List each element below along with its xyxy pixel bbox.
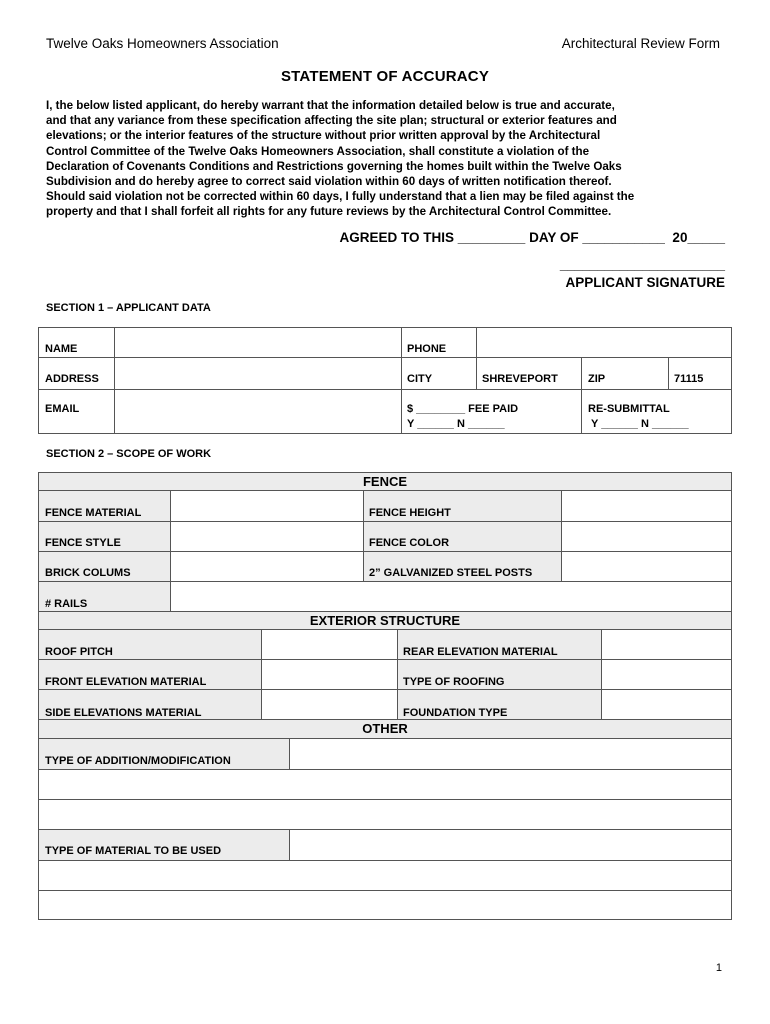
statement-paragraph bbox=[46, 98, 732, 220]
side-elevations-field[interactable] bbox=[263, 691, 395, 719]
phone-label: PHONE bbox=[407, 343, 447, 355]
addition-type-field[interactable] bbox=[291, 740, 730, 768]
rear-elevation-label: REAR ELEVATION MATERIAL bbox=[403, 646, 558, 658]
brick-columns-label: BRICK COLUMS bbox=[45, 567, 131, 579]
rear-elevation-field[interactable] bbox=[603, 631, 730, 658]
agreement-line[interactable]: AGREED TO THIS _________ DAY OF ___________ 20_____ bbox=[339, 230, 725, 245]
fee-yes-no[interactable]: Y ______ N ______ bbox=[407, 418, 505, 430]
statement-line: I, the below listed applicant, do hereby warrant that the information detailed below is true and accurate, bbox=[46, 99, 615, 112]
addition-type-label: TYPE OF ADDITION/MODIFICATION bbox=[45, 755, 231, 767]
rails-label: # RAILS bbox=[45, 598, 88, 610]
address-field[interactable] bbox=[116, 359, 399, 388]
zip-value[interactable]: 71115 bbox=[674, 373, 704, 385]
page-number: 1 bbox=[715, 962, 722, 974]
fence-color-field[interactable] bbox=[563, 523, 730, 550]
front-elevation-label: FRONT ELEVATION MATERIAL bbox=[45, 676, 207, 688]
resubmittal-yes-no[interactable]: Y ______ N ______ bbox=[591, 418, 689, 430]
brick-columns-field[interactable] bbox=[172, 553, 361, 580]
other-heading: OTHER bbox=[38, 719, 732, 739]
phone-field[interactable] bbox=[478, 329, 730, 356]
roofing-type-label: TYPE OF ROOFING bbox=[403, 676, 505, 688]
fence-material-field[interactable] bbox=[172, 492, 361, 520]
city-label: CITY bbox=[407, 373, 433, 385]
fence-style-field[interactable] bbox=[172, 523, 361, 550]
page-title: STATEMENT OF ACCURACY bbox=[280, 68, 490, 85]
statement-line: elevations; or the interior features of the structure without prior written approval by the Architectural bbox=[46, 129, 601, 143]
fence-height-field[interactable] bbox=[563, 492, 730, 520]
addition-extra-line[interactable] bbox=[40, 771, 730, 798]
statement-line: and that any variance from these specification affecting the site plan; structural or exterior features and bbox=[46, 114, 617, 128]
section1-title: SECTION 1 – APPLICANT DATA bbox=[46, 302, 211, 314]
fence-material-label: FENCE MATERIAL bbox=[45, 507, 142, 519]
addition-extra-line[interactable] bbox=[40, 801, 730, 828]
email-field[interactable] bbox=[116, 391, 399, 432]
material-type-field[interactable] bbox=[291, 831, 730, 859]
foundation-type-field[interactable] bbox=[603, 691, 730, 719]
statement-line: Subdivision and do hereby agree to correct said violation within 60 days of written notification thereof. bbox=[46, 175, 612, 189]
statement-line: Control Committee of the Twelve Oaks Homeowners Association, shall constitute a violation of the bbox=[46, 144, 590, 158]
steel-posts-field[interactable] bbox=[563, 553, 730, 580]
material-extra-line[interactable] bbox=[40, 892, 730, 919]
rails-field[interactable] bbox=[172, 583, 730, 611]
address-label: ADDRESS bbox=[45, 373, 99, 385]
signature-label: APPLICANT SIGNATURE bbox=[565, 275, 725, 290]
signature-line[interactable]: ______________________ bbox=[559, 257, 725, 272]
fence-style-label: FENCE STYLE bbox=[45, 537, 121, 549]
statement-line: Should said violation not be corrected within 60 days, I fully understand that a lien may be filed against the bbox=[46, 190, 635, 204]
fee-paid-line[interactable]: $ ________ FEE PAID bbox=[407, 403, 519, 415]
fence-color-label: FENCE COLOR bbox=[369, 537, 450, 549]
material-type-label: TYPE OF MATERIAL TO BE USED bbox=[45, 845, 222, 857]
statement-line: property and that I shall forfeit all rights for any future reviews by the Architectural Control Committee. bbox=[46, 205, 612, 219]
email-label: EMAIL bbox=[45, 403, 80, 415]
foundation-type-label: FOUNDATION TYPE bbox=[403, 707, 508, 719]
roof-pitch-label: ROOF PITCH bbox=[45, 646, 113, 658]
fence-height-label: FENCE HEIGHT bbox=[369, 507, 451, 519]
resubmittal-label: RE-SUBMITTAL bbox=[588, 403, 670, 415]
city-value[interactable]: SHREVEPORT bbox=[482, 373, 558, 385]
steel-posts-label: 2” GALVANIZED STEEL POSTS bbox=[369, 567, 533, 579]
statement-line: Declaration of Covenants Conditions and Restrictions governing the homes built within the Twelve Oaks bbox=[46, 159, 622, 173]
fence-heading: FENCE bbox=[38, 472, 732, 491]
side-elevations-label: SIDE ELEVATIONS MATERIAL bbox=[45, 707, 202, 719]
section2-title: SECTION 2 – SCOPE OF WORK bbox=[46, 448, 212, 460]
front-elevation-field[interactable] bbox=[263, 661, 395, 688]
name-label: NAME bbox=[45, 343, 78, 355]
roof-pitch-field[interactable] bbox=[263, 631, 395, 658]
roofing-type-field[interactable] bbox=[603, 661, 730, 688]
zip-label: ZIP bbox=[588, 373, 606, 385]
name-field[interactable] bbox=[116, 329, 399, 356]
form-name: Architectural Review Form bbox=[561, 36, 720, 51]
material-extra-line[interactable] bbox=[40, 862, 730, 889]
organization-name: Twelve Oaks Homeowners Association bbox=[46, 36, 279, 51]
exterior-structure-heading: EXTERIOR STRUCTURE bbox=[38, 611, 732, 630]
